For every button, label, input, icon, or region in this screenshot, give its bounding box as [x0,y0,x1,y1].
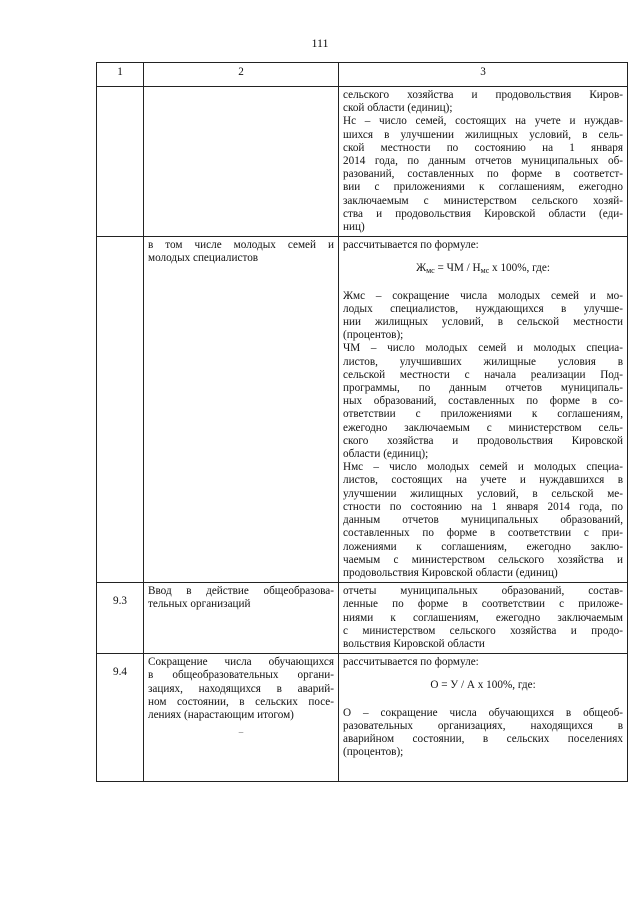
row2-indicator-text [148,239,334,265]
text-line: 2014 года, по данным отчетов муниципальных об- [343,155,623,168]
text-line: улучшении жилищных условий, в сельской ме- [343,487,623,500]
text-line: лодых специалистов, нуждающихся в улучше- [343,302,623,315]
table-row [97,87,628,237]
row4-indicator-text [148,656,334,722]
row3-indicator-cell [144,583,339,654]
row2-definitions [343,290,623,580]
text-line: ской области (единиц); [343,102,453,115]
text-line: листов, состоящих на учете и нуждавшихся в [343,474,623,487]
table-row [97,654,628,782]
text-line: ном состоянии, в сельских посе- [148,695,334,708]
row2-number-cell [97,237,144,583]
text-line: О – сокращение числа обучающихся в общеоб- [343,706,623,719]
formula-mid: = ЧМ / Н [434,262,481,275]
text-line: Нмс – число молодых семей и молодых специа- [343,461,623,474]
table-header-row [97,63,628,87]
row4-method-cell [339,654,628,782]
text-line: ского хозяйства и продовольствия Кировской [343,434,623,447]
row4-indicator-cell [144,654,339,782]
text-line: составленных по форме в соответствии с при- [343,527,623,540]
row3-method-text [343,585,623,651]
text-line: программы, по данным отчетов муниципаль- [343,382,623,395]
text-line: разований, составленных по форме в соответст- [343,168,623,181]
text-line: в общеобразовательных органи- [148,669,334,682]
text-line: отчеты муниципальных образований, состав- [343,585,623,598]
text-line: сельского хозяйства и продовольствия Киров- [343,89,623,101]
page-number: 111 [311,36,329,50]
row4-formula: О = У / А х 100%, где: [430,679,536,692]
text-line: вольствия Кировской области [343,637,485,650]
table-row [97,237,628,583]
text-line: ложениями к соглашениям, ежегодно заклю- [343,540,623,553]
text-line: шихся в улучшении жилищных условий, в сель- [343,128,623,141]
row2-indicator-cell [144,237,339,583]
text-line: молодых специалистов [148,252,259,265]
formula-lhs-subscript: мс [426,266,435,276]
text-line: ежегодно заключаемым с министерством сель- [343,421,623,434]
formula-lhs: Ж [416,262,427,275]
text-line: Жмс – сокращение числа молодых семей и мо- [343,289,623,302]
text-line: ответствии с приложениями к соглашениям, [343,408,623,421]
row4-number-cell [97,654,144,782]
row1-method-text [343,89,623,234]
text-line: в том числе молодых семей и [148,239,334,252]
row3-indicator-text [148,585,334,611]
text-line: с министерством сельского хозяйства и продо- [343,624,623,637]
text-line: ных образований, составленных по форме в со- [343,395,623,408]
text-line: (процентов); [343,746,404,759]
text-line: чаемым с министерством сельского хозяйства и [343,553,623,566]
row4-number: 9.4 [113,666,127,679]
text-line: (процентов); [343,329,404,342]
text-line: вии с приложениями к соглашениям, ежегодно [343,181,623,194]
row2-formula [343,262,623,275]
row3-number-cell [97,583,144,654]
text-line: Сокращение числа обучающихся [148,656,334,669]
row4-mark: – [238,727,244,738]
row1-number-cell [97,87,144,237]
text-line: тельных организаций [148,598,251,611]
text-line: зациях, находящихся в аварий- [148,682,334,695]
text-line: ниц) [343,221,365,234]
text-line: аварийном состоянии, в сельских поселениях [343,732,623,745]
text-line: ленные по форме в соответствии с приложе- [343,598,623,611]
formula-mid-subscript: мс [480,266,490,276]
text-line: Ввод в действие общеобразова- [148,585,334,598]
text-line: заключаемым с министерством сельского хозяй- [343,194,623,207]
row3-number: 9.3 [113,595,127,608]
header-col-3: 3 [339,63,628,87]
text-line: стности по состоянию на 1 января 2014 года, по [343,500,623,513]
row3-method-cell [339,583,628,654]
text-line: ства и продовольствия Кировской области (еди- [343,207,623,220]
text-line: Нс – число семей, состоящих на учете и нуждав- [343,115,623,128]
row2-method-cell [339,237,628,583]
text-line: области (единиц); [343,448,429,461]
row4-definitions [343,707,623,760]
row1-indicator-cell [144,87,339,237]
text-line: продовольствия Кировской области (единиц) [343,566,558,579]
formula-tail: х 100%, где: [489,262,550,275]
header-col-1: 1 [97,63,144,87]
text-line: данным отчетов муниципальных образований, [343,514,623,527]
header-col-2: 2 [144,63,339,87]
text-line: листов, улучшивших жилищные условия в [343,355,623,368]
text-line: нии жилищных условий, в сельской местности [343,316,623,329]
text-line: ской местности по состоянию на 1 января [343,141,623,154]
row2-formula-intro: рассчитывается по формуле: [343,239,479,252]
text-line: ниями к соглашениям, ежегодно заключаемым [343,611,623,624]
row4-formula-intro: рассчитывается по формуле: [343,656,479,669]
table-row [97,583,628,654]
text-line: ЧМ – число молодых семей и молодых специа- [343,342,623,355]
text-line: разовательных организациях, находящихся в [343,719,623,732]
document-table [96,62,628,782]
text-line: сельской местности с начала реализации Под- [343,368,623,381]
text-line: лениях (нарастающим итогом) [148,708,294,721]
row1-method-cell [339,87,628,237]
